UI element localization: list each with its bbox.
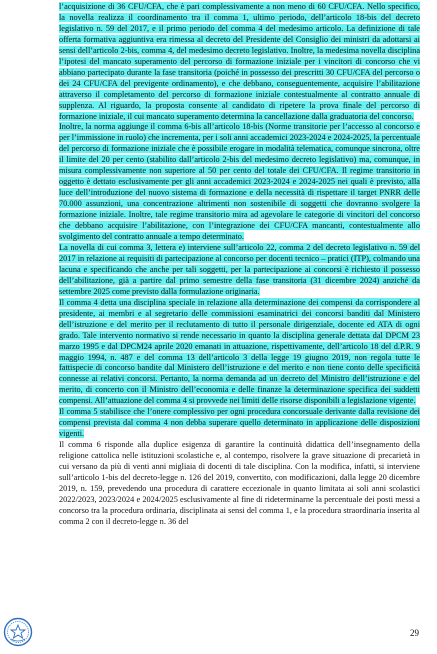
paragraph-5-text: Il comma 5 stabilisce che l’onere complessivo per ogni procedura concorsuale derivante dalla revisione dei compensi prevista dal comma 4 non debba superare quello determinato in applicazione delle disposizioni vigenti. [59,407,420,439]
paragraph-6-text: Il comma 6 risponde alla duplice esigenza di garantire la continuità didattica dell’insegnamento della religione cattolica nelle istituzioni scolastiche e, al contempo, risolvere la grave situazione di precarietà in cui versano da più di venti anni migliaia di docenti di tale disciplina. Con la modifica, infatti, si interviene sull’articolo 1-bis del decreto-legge n. 126 del 2019, convertito, con modificazioni, dalla legge 20 dicembre 2019, n. 159, prevedendo una procedura di carattere eccezionale in quanto limitata ai soli anni scolastici 2022/2023, 2023/2024 e 2024/2025 esclusivamente al fine di rideterminarne la percentuale dei posti messi a concorso tra la procedura ordinaria, disciplinata ai sensi del comma 1, e la procedura straordinaria inserita al comma 2 con il decreto-legge n. 36 del [59,440,420,526]
paragraph-2-text: Inoltre, la norma aggiunge il comma 6-bis all’articolo 18-bis (Norme transitorie per l’accesso al concorso e per l’immissione in ruolo) che incrementa, per i soli anni accademici 2023-2024 e 2024-2025, la percentuale del percorso di formazione iniziale che è possibile erogare in modalità telematica, comunque sincrona, oltre il limite del 20 per cento (stabilito dall’articolo 2-bis del medesimo decreto legislativo) ma, comunque, in misura complessivamente non superiore al 50 per cento del totale dei CFU/CFA. Il regime transitorio in oggetto è dettato esclusivamente per gli anni accademici 2023-2024 e 2024-2025 nei quali è previsto, alla luce dell’introduzione del nuovo sistema di formazione e della necessità di rispettare il target PNRR delle 70.000 assunzioni, una concentrazione altrimenti non sostenibile di soggetti che dovranno svolgere la formazione iniziale. Inoltre, tale regime transitorio mira ad agevolare le categorie di vincitori del concorso che debbano acquisire l’abilitazione, con l’integrazione dei CFU/CFA mancanti, contestualmente allo svolgimento del contratto annuale a tempo determinato. [59,122,420,242]
paragraph-5 [57,407,422,440]
paragraph-4-text: Il comma 4 detta una disciplina speciale in relazione alla determinazione dei compensi da corrispondere al presidente, ai membri e al segretario delle commissioni esaminatrici dei concorsi banditi dal Ministero dell’istruzione e del merito per il reclutamento di tutto il personale dirigenziale, docente ed ATA di ogni grado. Tale intervento normativo si rende necessario in quanto la disciplina generale dettata dal DPCM 23 marzo 1995 e dal DPCM24 aprile 2020 emanati in attuazione, rispettivamente, dell’articolo 18 del d.P.R. 9 maggio 1994, n. 487 e del comma 13 dell’articolo 3 della legge 19 giugno 2019, non regola tutte le fattispecie di concorso bandite dal Ministero dell’istruzione e del merito e non tiene conto delle specificità connesse ai relativi concorsi. Pertanto, la norma demanda ad un decreto del Ministro dell’istruzione e del merito, di concerto con il Ministro dell’economia e delle finanze la determinazione specifica dei suddetti compensi. All’attuazione del comma 4 si provvede nei limiti delle risorse disponibili a legislazione vigente. [59,297,420,406]
institutional-seal-icon [3,617,33,647]
body-text [57,2,422,528]
paragraph-2 [57,122,422,242]
paragraph-3-text: La novella di cui comma 3, lettera e) interviene sull’articolo 22, comma 2 del decreto legislativo n. 59 del 2017 in relazione ai requisiti di partecipazione al concorso per docenti tecnico – pratici (ITP), colmando una lacuna e specificando che anche per tali soggetti, per la partecipazione ai concorsi è richiesto il possesso dell’abilitazione, già a partire dal primo semestre della fase transitoria (31 dicembre 2024) anziché da settembre 2025 come previsto dalla formulazione originaria. [59,242,420,296]
paragraph-1-text: l’acquisizione di 36 CFU/CFA, che è pari complessivamente a non meno di 60 CFU/CFA. Nello specifico, la novella realizza il coordinamento tra il comma 1, ultimo periodo, dell’articolo 18-bis del decreto legislativo n. 59 del 2017, e il primo periodo del comma 4 del medesimo articolo. La definizione di tale offerta formativa aggiuntiva era rimessa al decreto del Presidente del Consiglio dei ministri da adottarsi ai sensi dell’articolo 2-bis, comma 4, del medesimo decreto legislativo. Inoltre, la medesima novella disciplina l’ipotesi del mancato superamento del percorso di formazione iniziale per i vincitori di concorso che vi abbiano partecipato durante la fase transitoria (poiché in possesso dei prescritti 30 CFU/CFA del percorso o dei 24 CFU/CFA del previgente ordinamento), e che debbano, conseguentemente, acquisire l’abilitazione attraverso il completamento del percorso di formazione iniziale contestualmente al contratto annuale di supplenza. Al riguardo, la proposta consente al candidato di ripetere la prova finale del percorso di formazione iniziale, il cui mancato superamento determina la cancellazione dalla graduatoria del concorso. [59,2,420,121]
paragraph-4 [57,298,422,408]
paragraph-6 [57,440,422,528]
paragraph-1 [57,2,422,122]
page-number: 29 [410,628,419,638]
paragraph-3 [57,243,422,298]
